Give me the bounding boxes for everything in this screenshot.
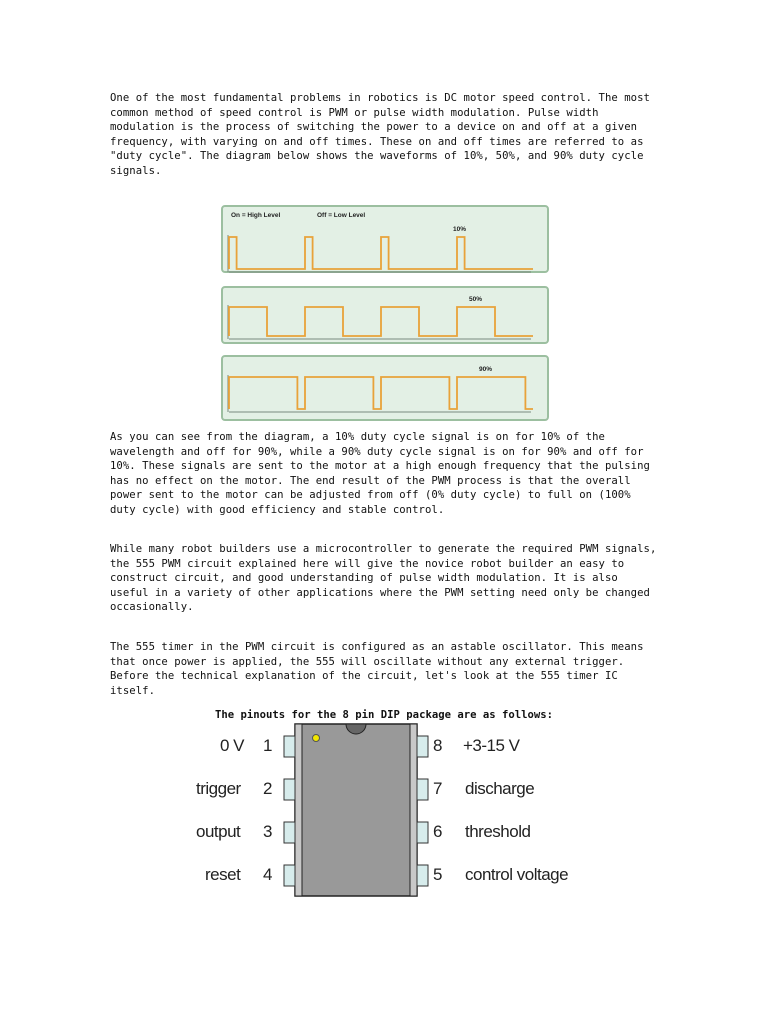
ic-edge-left (295, 724, 302, 896)
waveform-50-svg (223, 288, 551, 346)
pin-6-number: 6 (433, 822, 443, 841)
waveform-panel-50 (221, 286, 549, 344)
pinout-title: The pinouts for the 8 pin DIP package are as follows: (214, 709, 554, 721)
pin-1-number: 1 (263, 736, 273, 755)
pin-3 (284, 822, 295, 843)
pin-2-label: trigger (196, 779, 241, 798)
pin-8-label: +3-15 V (463, 736, 520, 755)
ic-edge-right (410, 724, 417, 896)
pin-5-label: control voltage (465, 865, 569, 884)
pin-4-label: reset (205, 865, 241, 884)
pin-6-label: threshold (465, 822, 531, 841)
pwm-signal-50% (229, 307, 533, 336)
pwm-signal-90% (229, 377, 533, 409)
pin-6 (417, 822, 428, 843)
legend-on-label: On = High Level (231, 212, 281, 219)
pin-1-label: 0 V (220, 736, 245, 755)
pin-8 (417, 736, 428, 757)
waveform-90-svg (223, 357, 551, 423)
ic-555-diagram (0, 718, 768, 898)
duty-label-50: 50% (469, 296, 483, 303)
pin-7-number: 7 (433, 779, 443, 798)
pin1-marker-dot (313, 735, 320, 742)
duty-label-90: 90% (479, 366, 493, 373)
astable-paragraph: The 555 timer in the PWM circuit is configured as an astable oscillator. This means that once power is applied, the 555 will oscillate without any external trigger. Before the technical explanation of the circuit, let's look at the 555 timer IC itself. (110, 641, 650, 697)
ic-body (295, 724, 417, 896)
pin-4 (284, 865, 295, 886)
waveform-10-signal (228, 235, 533, 272)
waveform-panel-90 (221, 355, 549, 421)
pin-3-number: 3 (263, 822, 273, 841)
pwm-signal-10% (229, 237, 533, 269)
waveform-50-signal (228, 305, 533, 339)
waveform-panel-10 (221, 205, 549, 273)
pin-5-number: 5 (433, 865, 443, 884)
waveform-10-svg (223, 207, 551, 275)
pin-8-number: 8 (433, 736, 443, 755)
pin-7 (417, 779, 428, 800)
waveform-90-signal (228, 375, 533, 412)
pin-2 (284, 779, 295, 800)
pin-5 (417, 865, 428, 886)
pin-7-label: discharge (465, 779, 535, 798)
pin-2-number: 2 (263, 779, 273, 798)
intro-paragraph: One of the most fundamental problems in robotics is DC motor speed control. The most common method of speed control is PWM or pulse width modulation. Pulse width modulation is the process of switching the power to a device on and off at a given frequency, with varying on and off times. These on and off times are referred to as "duty cycle". The diagram below shows the waveforms of 10%, 50%, and 90% duty cycle signals. (110, 92, 657, 177)
microcontroller-paragraph: While many robot builders use a microcontroller to generate the required PWM signals, the 555 PWM circuit explained here will give the novice robot builder an easy to construct circuit, and good understanding of pulse width modulation. It is also useful in a variety of other applications where the PWM setting need only be changed occasionally. (110, 543, 663, 614)
duty-label-10: 10% (453, 226, 467, 233)
pin-4-number: 4 (263, 865, 273, 884)
legend-off-label: Off = Low Level (317, 212, 366, 219)
pin-1 (284, 736, 295, 757)
pin-3-label: output (196, 822, 241, 841)
explanation-paragraph: As you can see from the diagram, a 10% duty cycle signal is on for 10% of the wavelength and off for 90%, while a 90% duty cycle signal is on for 90% and off for 10%. These signals are sent to the motor at a high enough frequency that the pulsing has no effect on the motor. The end result of the PWM process is that the overall power sent to the motor can be adjusted from off (0% duty cycle) to full on (100% duty cycle) with good efficiency and stable control. (110, 431, 657, 516)
